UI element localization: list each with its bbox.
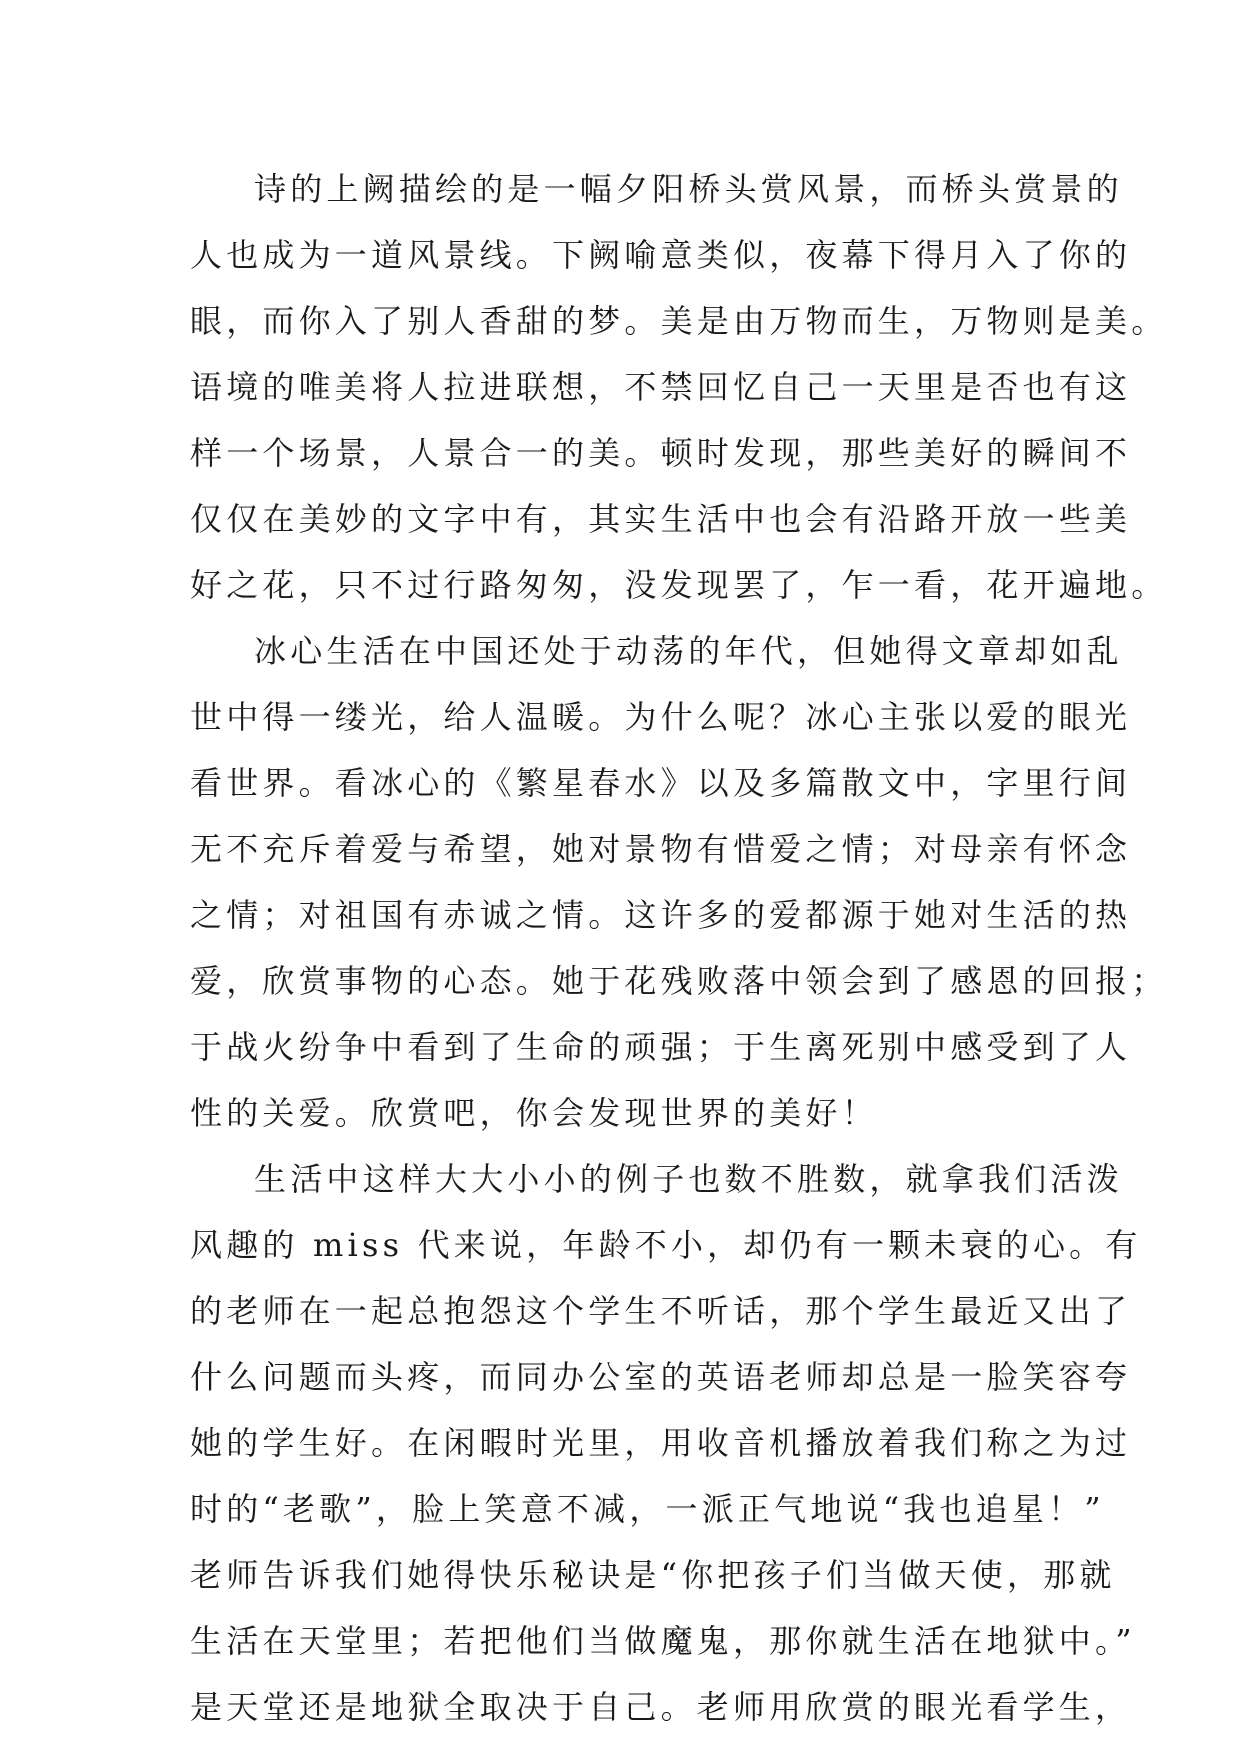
paragraph-2-line-8: 性的关爱。欣赏吧，你会发现世界的美好！ bbox=[190, 1094, 878, 1132]
paragraph-2-line-4: 无不充斥着爱与希望，她对景物有惜爱之情；对母亲有怀念 bbox=[190, 830, 1132, 868]
paragraph-1-line-5: 样一个场景，人景合一的美。顿时发现，那些美好的瞬间不 bbox=[190, 434, 1132, 472]
paragraph-2-line-3: 看世界。看冰心的《繁星春水》以及多篇散文中，字里行间 bbox=[190, 764, 1132, 802]
paragraph-1-line-4: 语境的唯美将人拉进联想，不禁回忆自己一天里是否也有这 bbox=[190, 368, 1132, 406]
paragraph-3-line-9: 是天堂还是地狱全取决于自己。老师用欣赏的眼光看学生， bbox=[190, 1688, 1132, 1726]
paragraph-3-line-1: 生活中这样大大小小的例子也数不胜数，就拿我们活泼 bbox=[254, 1160, 1123, 1198]
paragraph-2-line-7: 于战火纷争中看到了生命的顽强；于生离死别中感受到了人 bbox=[190, 1028, 1132, 1066]
paragraph-1-line-1: 诗的上阙描绘的是一幅夕阳桥头赏风景，而桥头赏景的 bbox=[254, 170, 1123, 208]
paragraph-3-line-6: 时的“老歌”，脸上笑意不减，一派正气地说“我也追星！” bbox=[190, 1490, 1105, 1528]
paragraph-3-line-7: 老师告诉我们她得快乐秘诀是“你把孩子们当做天使，那就 bbox=[190, 1556, 1116, 1594]
paragraph-3-line-8: 生活在天堂里；若把他们当做魔鬼，那你就生活在地狱中。” bbox=[190, 1622, 1136, 1660]
paragraph-1-line-7: 好之花，只不过行路匆匆，没发现罢了，乍一看，花开遍地。 bbox=[190, 566, 1168, 604]
paragraph-1-line-3: 眼，而你入了别人香甜的梦。美是由万物而生，万物则是美。 bbox=[190, 302, 1168, 340]
paragraph-2-line-6: 爱，欣赏事物的心态。她于花残败落中领会到了感恩的回报； bbox=[190, 962, 1168, 1000]
paragraph-2-line-1: 冰心生活在中国还处于动荡的年代，但她得文章却如乱 bbox=[254, 632, 1123, 670]
paragraph-3-line-2: 风趣的 miss 代来说，年龄不小，却仍有一颗未衰的心。有 bbox=[190, 1226, 1142, 1264]
paragraph-3-line-3: 的老师在一起总抱怨这个学生不听话，那个学生最近又出了 bbox=[190, 1292, 1132, 1330]
paragraph-1-line-2: 人也成为一道风景线。下阙喻意类似，夜幕下得月入了你的 bbox=[190, 236, 1132, 274]
paragraph-2-line-5: 之情；对祖国有赤诚之情。这许多的爱都源于她对生活的热 bbox=[190, 896, 1132, 934]
document-body bbox=[190, 156, 1168, 1740]
paragraph-2-line-2: 世中得一缕光，给人温暖。为什么呢？冰心主张以爱的眼光 bbox=[190, 698, 1132, 736]
paragraph-3-line-4: 什么问题而头疼，而同办公室的英语老师却总是一脸笑容夸 bbox=[190, 1358, 1132, 1396]
paragraph-3-line-5: 她的学生好。在闲暇时光里，用收音机播放着我们称之为过 bbox=[190, 1424, 1132, 1462]
paragraph-1-line-6: 仅仅在美妙的文字中有，其实生活中也会有沿路开放一些美 bbox=[190, 500, 1132, 538]
